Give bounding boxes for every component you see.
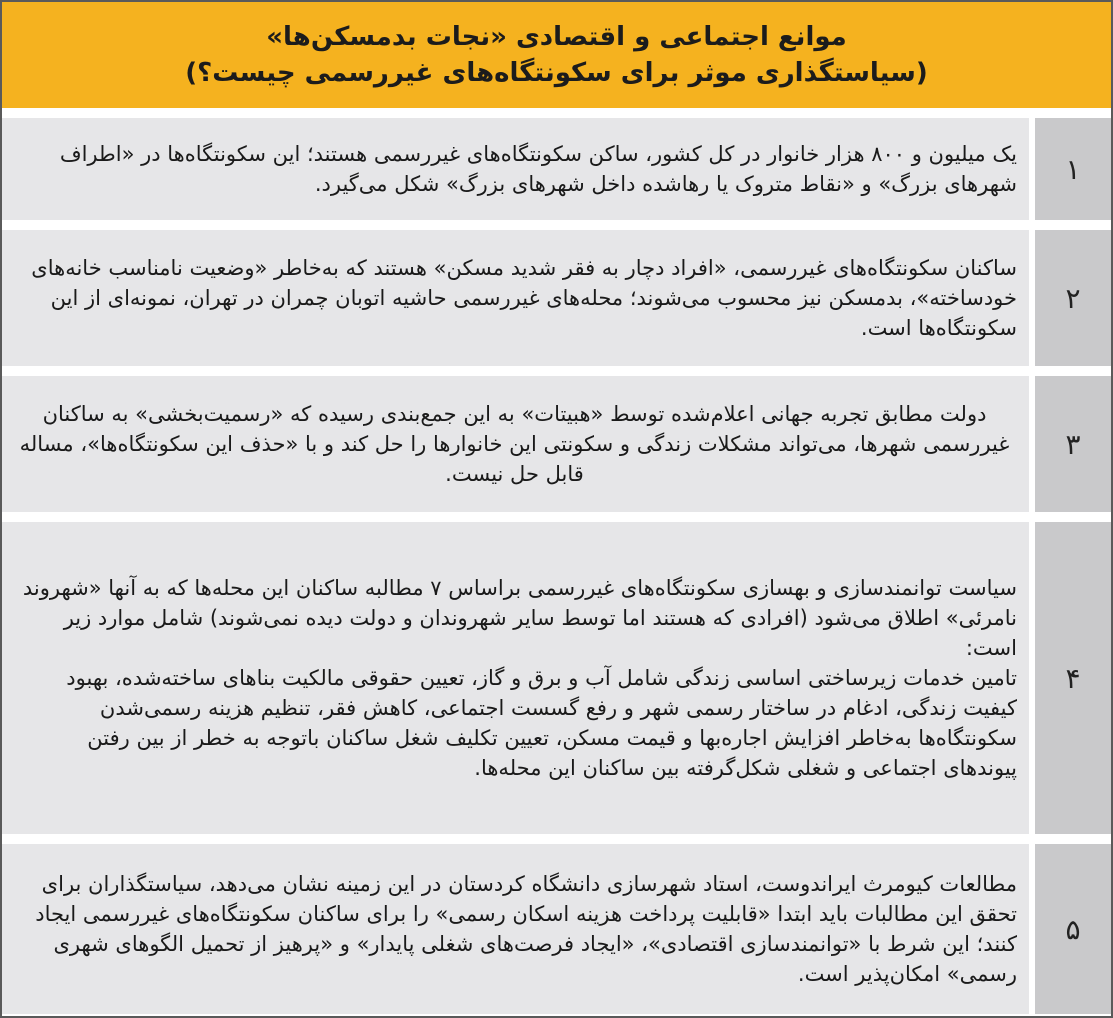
row-number: ۲ — [1035, 230, 1111, 366]
table-row — [2, 522, 1111, 834]
row-paragraph: ساکنان سکونتگاه‌های غیررسمی، «افراد دچار به فقر شدید مسکن» هستند که به‌خاطر «وضعیت نامناسب خانه‌های خودساخته»، بدمسکن نیز محسوب می‌شوند؛ محله‌های غیررسمی حاشیه اتوبان چمران در تهران، نمونه‌ای از این سکونتگاه‌ها است. — [31, 256, 1017, 340]
table-row — [2, 230, 1111, 366]
row-paragraph: مطالعات کیومرث ایراندوست، استاد شهرسازی دانشگاه کردستان در این زمینه نشان می‌دهد، سیاستگذاران برای تحقق این مطالبات باید ابتدا «قابلیت پرداخت هزینه اسکان رسمی» را برای ساکنان سکونتگاه‌های غیررسمی ایجاد کنند؛ این شرط با «توانمندسازی اقتصادی»، «ایجاد فرصت‌های شغلی پایدار» و «پرهیز از تحمیل الگوهای شهری رسمی» امکان‌پذیر است. — [35, 872, 1017, 986]
row-text — [2, 118, 1029, 220]
table-row — [2, 118, 1111, 220]
row-text — [2, 230, 1029, 366]
row-number: ۱ — [1035, 118, 1111, 220]
row-text — [2, 376, 1029, 512]
row-text — [2, 844, 1029, 1014]
row-paragraph: دولت مطابق تجربه جهانی اعلام‌شده توسط «هبیتات» به این جمع‌بندی رسیده که «رسمیت‌بخشی» به ساکنان غیررسمی شهرها، می‌تواند مشکلات زندگی و سکونتی این خانوارها را حل کند و با «حذف این سکونتگاه‌ها»، مساله قابل حل نیست. — [19, 402, 1010, 486]
row-paragraph: یک میلیون و ۸۰۰ هزار خانوار در کل کشور، ساکن سکونتگاه‌های غیررسمی هستند؛ این سکونتگاه‌ها در «اطراف شهرهای بزرگ» و «نقاط متروک یا رهاشده داخل شهرهای بزرگ» شکل می‌گیرد. — [59, 142, 1017, 196]
row-paragraph: تامین خدمات زیرساختی اساسی زندگی شامل آب و برق و گاز، تعیین حقوقی مالکیت بناهای ساخته‌شده، بهبود کیفیت زندگی، ادغام در ساختار رسمی شهر و رفع گسست اجتماعی، کاهش فقر، تنظیم هزینه رسمی‌شدن سکونتگاه‌ها به‌خاطر افزایش اجاره‌بها و قیمت مسکن، تعیین تکلیف شغل ساکنان باتوجه به خطر از بین رفتن پیوندهای اجتماعی و شغلی شکل‌گرفته بین ساکنان این محله‌ها. — [66, 666, 1017, 780]
table-row — [2, 376, 1111, 512]
header-title-line-1: موانع اجتماعی و اقتصادی «نجات بدمسکن‌ها» — [266, 22, 847, 52]
header-title-line-2: (سیاستگذاری موثر برای سکونتگاه‌های غیررسمی چیست؟) — [185, 58, 928, 88]
row-number: ۵ — [1035, 844, 1111, 1014]
row-text — [2, 522, 1029, 834]
row-number: ۳ — [1035, 376, 1111, 512]
table-header — [2, 2, 1111, 108]
table-row — [2, 844, 1111, 1014]
row-number: ۴ — [1035, 522, 1111, 834]
row-paragraph: سیاست توانمندسازی و بهسازی سکونتگاه‌های غیررسمی براساس ۷ مطالبه ساکنان این محله‌ها که به آنها «شهروند نامرئی» اطلاق می‌شود (افرادی که هستند اما توسط سایر شهروندان و دولت دیده نمی‌شوند) شامل موارد زیر است: — [22, 576, 1017, 660]
